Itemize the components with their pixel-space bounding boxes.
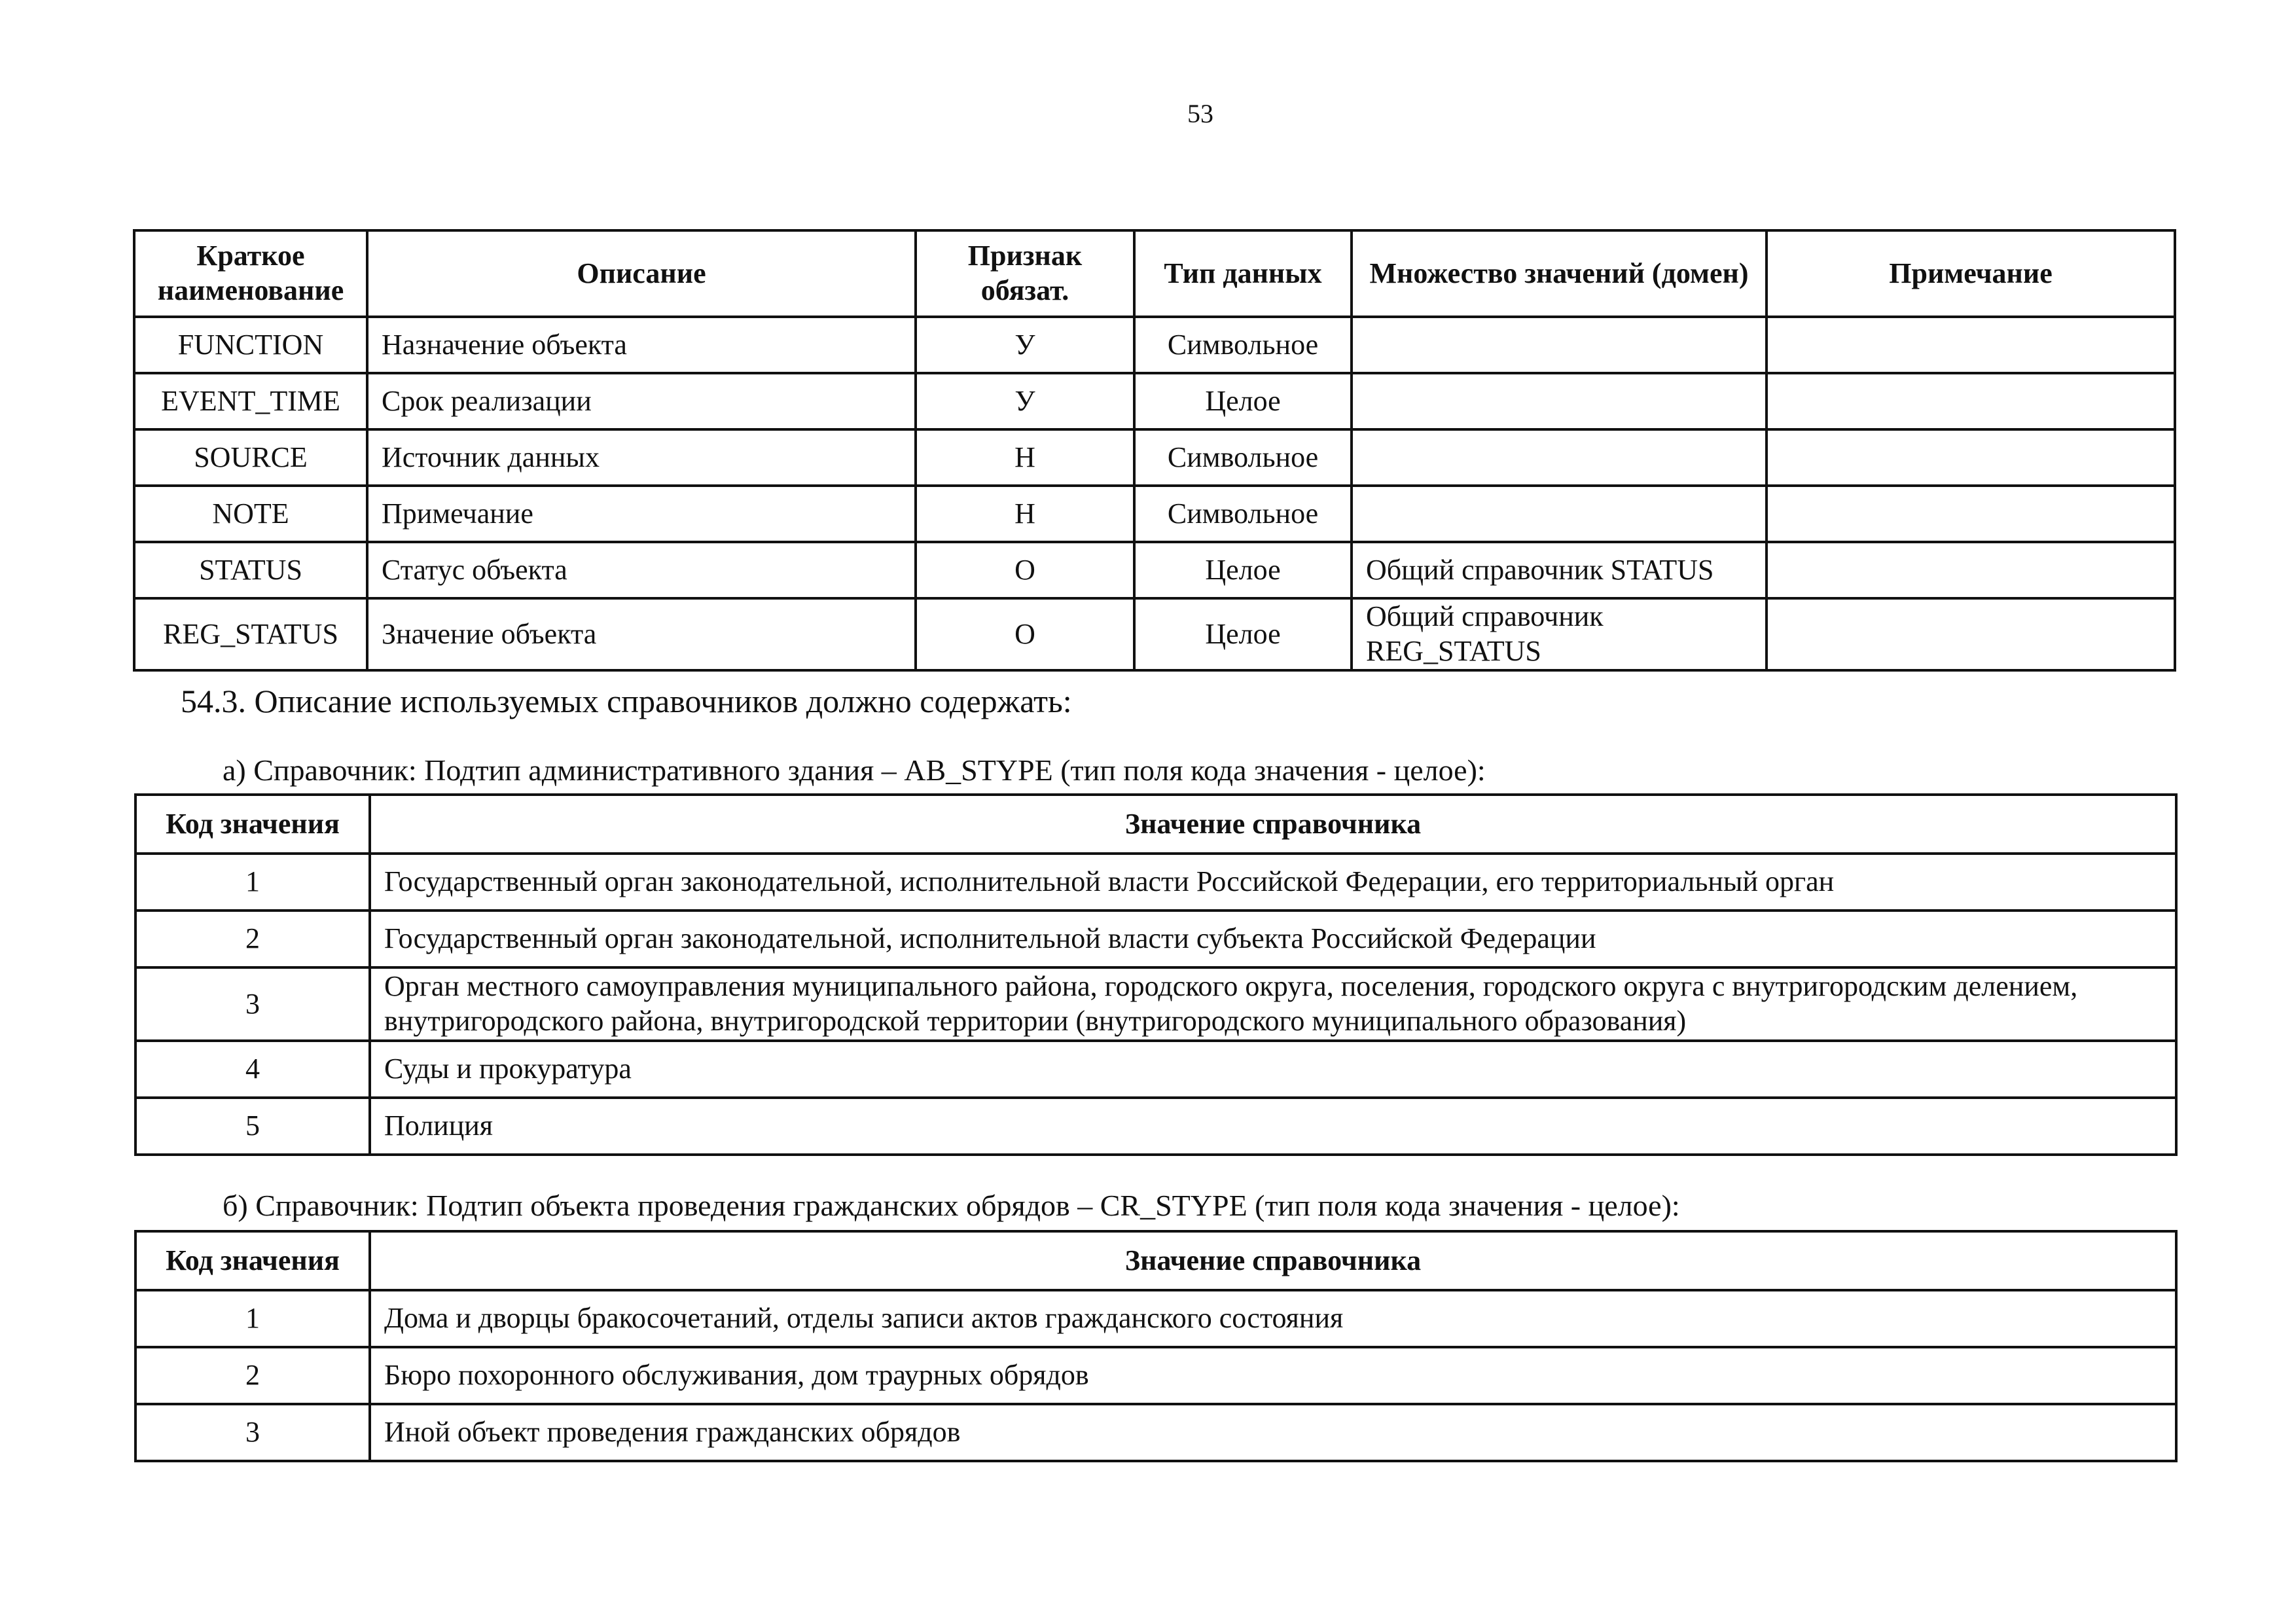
cell-description: Примечание: [367, 486, 916, 542]
dictionary-b-caption: б) Справочник: Подтип объекта проведения гражданских обрядов – CR_STYPE (тип поля кода значения - целое):: [223, 1189, 1680, 1222]
table-row: [135, 911, 2176, 967]
cell-note: [1767, 429, 2175, 486]
cell-data-type: Целое: [1134, 373, 1352, 429]
header-data-type: Тип данных: [1134, 230, 1352, 317]
cell-short-name: NOTE: [134, 486, 367, 542]
cell-code: 1: [135, 854, 370, 911]
cell-short-name: STATUS: [134, 542, 367, 598]
cell-code: 5: [135, 1098, 370, 1155]
cell-required: О: [916, 598, 1134, 670]
cell-value: Государственный орган законодательной, исполнительной власти Российской Федерации, его территориальный орган: [370, 854, 2176, 911]
header-domain: Множество значений (домен): [1352, 230, 1767, 317]
cell-data-type: Целое: [1134, 598, 1352, 670]
cell-description: Срок реализации: [367, 373, 916, 429]
attributes-table: [133, 229, 2176, 672]
header-code: Код значения: [135, 1231, 370, 1290]
cell-domain: [1352, 429, 1767, 486]
cell-short-name: EVENT_TIME: [134, 373, 367, 429]
header-description: Описание: [367, 230, 916, 317]
table-row: [134, 317, 2175, 373]
cell-note: [1767, 373, 2175, 429]
cell-domain: [1352, 486, 1767, 542]
section-heading: 54.3. Описание используемых справочников должно содержать:: [181, 683, 1072, 719]
cell-description: Назначение объекта: [367, 317, 916, 373]
header-value: Значение справочника: [370, 1231, 2176, 1290]
cell-description: Источник данных: [367, 429, 916, 486]
table-row: [134, 373, 2175, 429]
cell-value: Полиция: [370, 1098, 2176, 1155]
table-row: [135, 1404, 2176, 1461]
cell-required: У: [916, 373, 1134, 429]
cell-note: [1767, 486, 2175, 542]
table-row: [135, 1098, 2176, 1155]
dictionary-a-table: [134, 793, 2178, 1156]
header-required: Признак обязат.: [916, 230, 1134, 317]
cell-data-type: Целое: [1134, 542, 1352, 598]
header-short-name: Краткое наименование: [134, 230, 367, 317]
cell-required: Н: [916, 429, 1134, 486]
cell-code: 1: [135, 1290, 370, 1347]
cell-note: [1767, 317, 2175, 373]
table-row: [135, 1041, 2176, 1098]
table-row: [134, 486, 2175, 542]
cell-domain: Общий справочник REG_STATUS: [1352, 598, 1767, 670]
table-row: [134, 429, 2175, 486]
table-row: [135, 967, 2176, 1041]
cell-note: [1767, 542, 2175, 598]
cell-domain: Общий справочник STATUS: [1352, 542, 1767, 598]
cell-required: У: [916, 317, 1134, 373]
table-row: [135, 1347, 2176, 1404]
cell-data-type: Символьное: [1134, 317, 1352, 373]
cell-value: Бюро похоронного обслуживания, дом траурных обрядов: [370, 1347, 2176, 1404]
cell-code: 2: [135, 1347, 370, 1404]
cell-short-name: REG_STATUS: [134, 598, 367, 670]
cell-description: Значение объекта: [367, 598, 916, 670]
cell-value: Дома и дворцы бракосочетаний, отделы записи актов гражданского состояния: [370, 1290, 2176, 1347]
cell-note: [1767, 598, 2175, 670]
cell-description: Статус объекта: [367, 542, 916, 598]
header-value: Значение справочника: [370, 795, 2176, 854]
cell-short-name: SOURCE: [134, 429, 367, 486]
table-row: [134, 542, 2175, 598]
cell-code: 4: [135, 1041, 370, 1098]
table-row: [135, 1290, 2176, 1347]
cell-value: Государственный орган законодательной, исполнительной власти субъекта Российской Федерации: [370, 911, 2176, 967]
cell-value: Суды и прокуратура: [370, 1041, 2176, 1098]
cell-value: Иной объект проведения гражданских обрядов: [370, 1404, 2176, 1461]
cell-data-type: Символьное: [1134, 486, 1352, 542]
cell-code: 3: [135, 967, 370, 1041]
cell-data-type: Символьное: [1134, 429, 1352, 486]
cell-short-name: FUNCTION: [134, 317, 367, 373]
dictionary-b-table: [134, 1230, 2178, 1462]
table-row: [135, 854, 2176, 911]
header-note: Примечание: [1767, 230, 2175, 317]
header-code: Код значения: [135, 795, 370, 854]
cell-required: О: [916, 542, 1134, 598]
cell-required: Н: [916, 486, 1134, 542]
cell-domain: [1352, 317, 1767, 373]
cell-value: Орган местного самоуправления муниципального района, городского округа, поселения, городского округа с внутригородским делением, внутригородского района, внутригородской территории (внутригородского муниципального образования): [370, 967, 2176, 1041]
dictionary-a-caption: а) Справочник: Подтип административного здания – AB_STYPE (тип поля кода значения - целое):: [223, 753, 1486, 787]
page-number: 53: [1187, 99, 1213, 128]
cell-code: 2: [135, 911, 370, 967]
table-row: [134, 598, 2175, 670]
cell-code: 3: [135, 1404, 370, 1461]
cell-domain: [1352, 373, 1767, 429]
